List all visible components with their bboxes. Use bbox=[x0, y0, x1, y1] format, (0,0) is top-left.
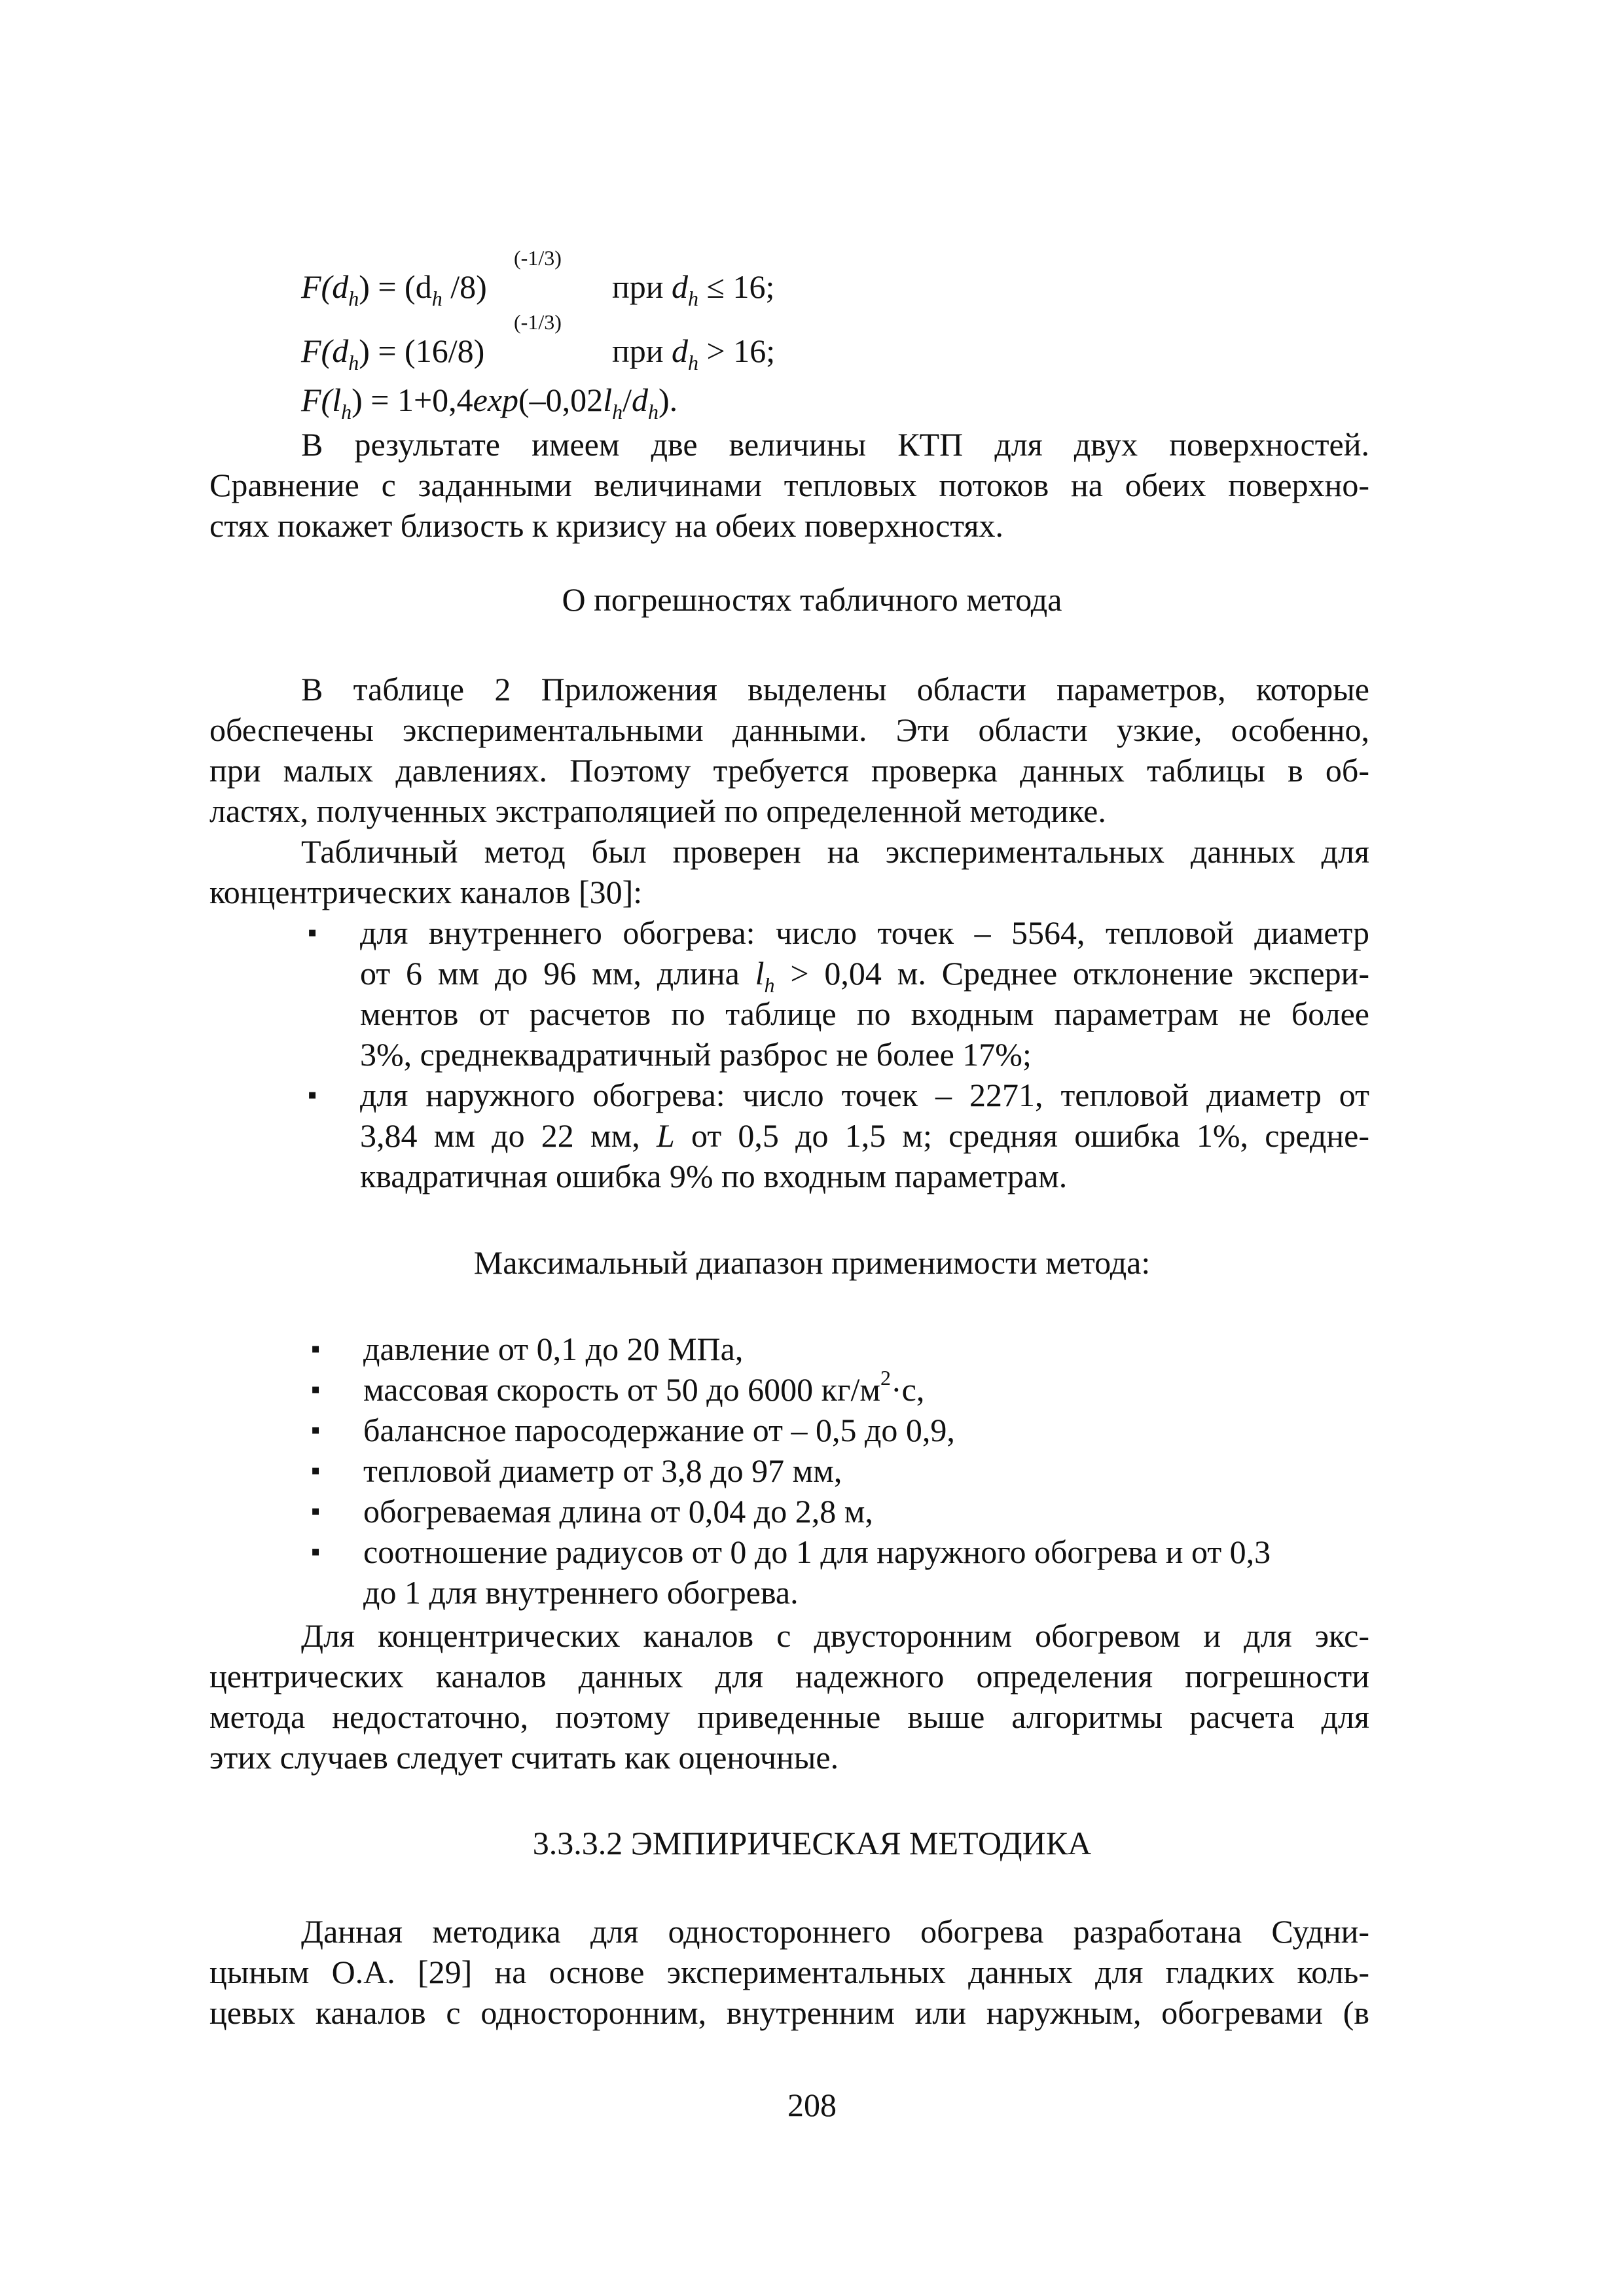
formula-3-part-a: ) = 1+0,4 bbox=[352, 382, 473, 418]
formula-3-var-l-sub: h bbox=[612, 400, 623, 423]
bullet-2-line-2 bbox=[360, 1115, 1369, 1156]
paragraph-2-line-3: при малых давлениях. Поэтому требуется проверка данных таблицы в об- bbox=[209, 752, 1369, 789]
formula-2-condition bbox=[612, 331, 776, 374]
formula-2-rest: ) = (16/8) bbox=[359, 332, 485, 369]
range-item-1-text: давление от 0,1 до 20 МПа, bbox=[363, 1331, 744, 1367]
paragraph-4-line-4: этих случаев следует считать как оценочные. bbox=[209, 1739, 839, 1776]
formula-3-slash: / bbox=[623, 382, 632, 418]
subheading-errors: О погрешностях табличного метода bbox=[562, 581, 1062, 618]
bullet-1-line-2-a: от 6 мм до 96 мм, длина bbox=[360, 955, 755, 992]
bullet-1-line-1: для внутреннего обогрева: число точек – 5564, тепловой диаметр bbox=[360, 914, 1369, 951]
formula-2-exponent: (-1/3) bbox=[514, 310, 562, 334]
paragraph-1-line-2: Сравнение с заданными величинами тепловых потоков на обеих поверхно- bbox=[209, 467, 1369, 503]
bullet-item-internal-heating bbox=[308, 912, 1369, 1075]
paragraph-2-line-2: обеспечены экспериментальными данными. Эти области узкие, особенно, bbox=[209, 711, 1369, 748]
bullet-list-verification bbox=[308, 912, 1369, 1196]
formula-1-mid: ) = (d bbox=[359, 268, 432, 305]
formula-1-cond-var: d bbox=[672, 268, 689, 305]
bullet-marker: ▪ bbox=[308, 918, 317, 947]
bullet-1-line-3: ментов от расчетов по таблице по входным параметрам не более bbox=[360, 996, 1369, 1032]
formula-2-lhs-sub: h bbox=[348, 351, 359, 374]
formula-1-cond-pre: при bbox=[612, 268, 672, 305]
paragraph-5 bbox=[209, 1911, 1369, 2033]
range-item-steam-quality bbox=[311, 1410, 1369, 1450]
bullet-1-var-l-sub: h bbox=[764, 973, 775, 997]
paragraph-1 bbox=[209, 424, 1369, 546]
bullet-marker: ▪ bbox=[311, 1537, 321, 1566]
formula-1-rest: /8) bbox=[442, 268, 487, 305]
paragraph-5-line-3: цевых каналов с односторонним, внутренним или наружным, обогревами (в bbox=[209, 1994, 1369, 2031]
bullet-1-line-2 bbox=[360, 953, 1369, 997]
bullet-marker: ▪ bbox=[311, 1456, 321, 1485]
paragraph-3-line-1: Табличный метод был проверен на экспериментальных данных для bbox=[301, 833, 1369, 870]
formula-1-mid-sub: h bbox=[431, 287, 442, 310]
formula-1-lhs: F(d bbox=[301, 268, 349, 305]
paragraph-4-line-3: метода недостаточно, поэтому приведенные выше алгоритмы расчета для bbox=[209, 1698, 1369, 1735]
bullet-2-line-1: для наружного обогрева: число точек – 2271, тепловой диаметр от bbox=[360, 1077, 1369, 1113]
bullet-list-range bbox=[311, 1329, 1369, 1613]
formula-2-cond-sub: h bbox=[688, 351, 699, 374]
range-item-2-text bbox=[363, 1366, 1369, 1410]
formula-1-exponent: (-1/3) bbox=[514, 246, 562, 270]
paragraph-4-line-2: центрических каналов данных для надежного определения погрешности bbox=[209, 1658, 1369, 1695]
formula-2-cond-pre: при bbox=[612, 332, 672, 369]
paragraph-2-line-4: ластях, полученных экстраполяцией по определенной методике. bbox=[209, 793, 1106, 829]
formula-3 bbox=[301, 380, 678, 423]
range-item-heated-diameter bbox=[311, 1450, 1369, 1491]
range-item-2-sup: 2 bbox=[880, 1366, 892, 1390]
paragraph-5-line-2: цыным О.А. [29] на основе экспериментальных данных для гладких коль- bbox=[209, 1954, 1369, 1990]
bullet-2-line-3: квадратичная ошибка 9% по входным параметрам. bbox=[360, 1158, 1068, 1194]
bullet-2-var-L: L bbox=[656, 1117, 675, 1154]
subheading-applicability: Максимальный диапазон применимости метода: bbox=[473, 1244, 1151, 1281]
range-item-6-line-2: до 1 для внутреннего обогрева. bbox=[363, 1574, 799, 1611]
formula-3-lhs-sub: h bbox=[341, 400, 352, 423]
range-item-heated-length bbox=[311, 1491, 1369, 1532]
paragraph-2-line-1: В таблице 2 Приложения выделены области параметров, которые bbox=[301, 671, 1369, 708]
bullet-marker: ▪ bbox=[311, 1415, 321, 1444]
range-item-pressure bbox=[311, 1329, 1369, 1369]
bullet-item-external-heating bbox=[308, 1075, 1369, 1196]
formula-3-var-d-sub: h bbox=[648, 400, 659, 423]
range-item-3-text: балансное паросодержание от – 0,5 до 0,9, bbox=[363, 1412, 955, 1448]
bullet-marker: ▪ bbox=[308, 1080, 317, 1109]
range-item-5-text: обогреваемая длина от 0,04 до 2,8 м, bbox=[363, 1493, 873, 1530]
formula-1-cond-sub: h bbox=[688, 287, 699, 310]
range-item-4-text: тепловой диаметр от 3,8 до 97 мм, bbox=[363, 1452, 842, 1489]
range-item-mass-velocity bbox=[311, 1366, 1369, 1410]
range-item-2-b: ·с, bbox=[891, 1371, 925, 1408]
formula-3-var-d: d bbox=[632, 382, 648, 418]
paragraph-3-line-2: концентрических каналов [30]: bbox=[209, 874, 643, 910]
formula-3-lhs: F(l bbox=[301, 382, 342, 418]
bullet-1-line-4: 3%, среднеквадратичный разброс не более 17%; bbox=[360, 1036, 1032, 1073]
range-item-2-a: массовая скорость от 50 до 6000 кг/м bbox=[363, 1371, 881, 1408]
paragraph-1-line-1: В результате имеем две величины КТП для двух поверхностей. bbox=[301, 426, 1369, 463]
formula-3-var-l: l bbox=[603, 382, 613, 418]
paragraph-4 bbox=[209, 1615, 1369, 1778]
bullet-marker: ▪ bbox=[311, 1496, 321, 1526]
formula-3-end: ). bbox=[659, 382, 678, 418]
range-item-6-line-1: соотношение радиусов от 0 до 1 для наружного обогрева и от 0,3 bbox=[363, 1534, 1271, 1570]
paragraph-3 bbox=[209, 831, 1369, 912]
paragraph-2 bbox=[209, 669, 1369, 831]
range-item-radius-ratio bbox=[311, 1532, 1369, 1613]
bullet-2-line-2-a: 3,84 мм до 22 мм, bbox=[360, 1117, 657, 1154]
page-number: 208 bbox=[787, 2087, 837, 2123]
bullet-1-line-2-b: > 0,04 м. Среднее отклонение экспери- bbox=[774, 955, 1369, 992]
bullet-marker: ▪ bbox=[311, 1334, 321, 1363]
bullet-2-line-2-b: от 0,5 до 1,5 м; средняя ошибка 1%, средне- bbox=[674, 1117, 1369, 1154]
formula-2-lhs: F(d bbox=[301, 332, 349, 369]
formula-1-cond-post: ≤ 16; bbox=[698, 268, 775, 305]
paragraph-1-line-3: стях покажет близость к кризису на обеих поверхностях. bbox=[209, 507, 1003, 544]
paragraph-4-line-1: Для концентрических каналов с двусторонним обогревом и для экс- bbox=[301, 1617, 1369, 1654]
formula-3-part-c: (–0,02 bbox=[518, 382, 604, 418]
bullet-marker: ▪ bbox=[311, 1374, 321, 1404]
formula-1 bbox=[301, 266, 487, 310]
section-title: 3.3.3.2 ЭМПИРИЧЕСКАЯ МЕТОДИКА bbox=[532, 1825, 1092, 1861]
formula-2-cond-var: d bbox=[672, 332, 689, 369]
formula-1-condition bbox=[612, 266, 775, 310]
formula-1-lhs-sub: h bbox=[348, 287, 359, 310]
formula-3-exp-func: exp bbox=[473, 382, 519, 418]
bullet-1-var-l: l bbox=[755, 955, 765, 992]
formula-2-cond-post: > 16; bbox=[698, 332, 776, 369]
formula-2 bbox=[301, 331, 485, 374]
paragraph-5-line-1: Данная методика для одностороннего обогрева разработана Судни- bbox=[301, 1913, 1369, 1950]
